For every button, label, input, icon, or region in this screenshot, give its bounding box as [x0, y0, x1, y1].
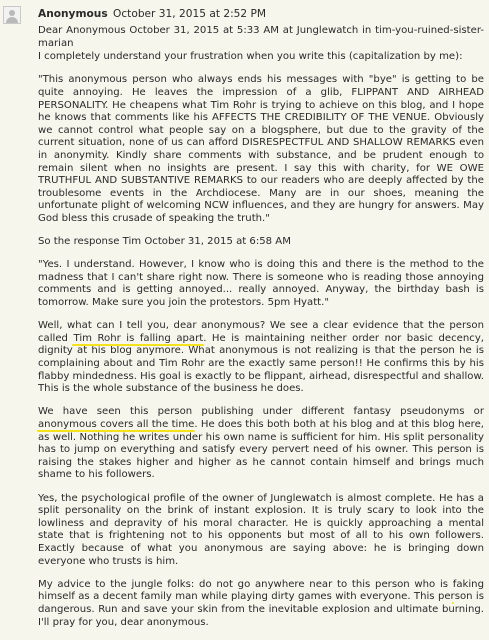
paragraph-6-lead: My advice to the jungle folks: do not go anywhere near to this person who is	[38, 578, 453, 590]
paragraph-3-rest: . He is maintaining neither order nor basic decency, dignity at his blog anymore. What anonymous is not realizing is that the person he is complaining about and Tim Rohr are the exactly same person!! He confirms this by his flabby mindedness. His goal is exactly to be flippant, airhead, disrespectful and shallow. This is the whole substance of the business he does.	[38, 332, 485, 395]
understand-line: I completely understand your frustration when you write this (capitalization by me):	[38, 51, 463, 63]
paragraph-4-rest: . He does this both both at his blog and at this blog here, as well. Nothing he writes under his own name is sufficient for him. His split personality has to jump on everything and satisfy every pervert need of his owner. This person is raising the stakes higher and higher as he cannot contain himself and brings much shame to his followers.	[38, 419, 484, 481]
paragraph-6-rest: while playing dirty games with everyone. This person is dangerous. Run and save your skin from the inevitable explosion and ultimate burning. I'll pray for you, dear anonymous.	[38, 591, 484, 628]
paragraph-3-lead: Well, what can I tell you, dear anonymous? We see a clear evidence that the person called	[38, 320, 484, 344]
response-line: So the response Tim October 31, 2015 at 6:58 AM	[38, 236, 291, 248]
quoted-paragraph-1: "This anonymous person who always ends his messages with "bye" is getting to be quite annoying. He leaves the impression of a glib, FLIPPANT AND AIRHEAD PERSONALITY. He cheapens what Tim Rohr is trying to achieve on this blog, and I hope he knows that comments like his AFFECTS THE CREDIBILITY OF THE VENUE. Obviously we cannot control what people say on a blogsphere, but due to the gravity of the current situation, none of us can afford DISRESPECTFUL AND SHALLOW REMARKS even in anonymity. Kindly share comments with substance, and be prudent enough to remain silent when no insights are present. I say this with charity, for WE OWE TRUTHFUL AND SUBSTANTIVE REMARKS to our readers who are deeply affected by the troublesome events in the Archdiocese. Many are in our shoes, meaning the unfortunate plight of welcoming NCW influences, and they are hungry for answers. May God bless this crusade of speaking the truth."	[38, 74, 484, 224]
highlighted-phrase: Tim Rohr is falling apart	[73, 332, 204, 344]
paragraph-3	[38, 320, 484, 396]
dear-line: Dear Anonymous October 31, 2015 at 5:33 AM at Junglewatch in tim-you-ruined-sister-marian	[38, 25, 484, 49]
comment-timestamp[interactable]: October 31, 2015 at 2:52 PM	[113, 8, 267, 20]
paragraph-5: Yes, the psychological profile of the owner of Junglewatch is almost complete. He has a split personality on the brink of instant explosion. It is truly scary to look into the lowliness and depravity of his moral character. He is quickly approaching a mental state that is frightening not to his opponents but most of all to his own followers. Exactly because of what you anonymous are saying above: he is bringing down everyone who trusts is him.	[38, 492, 484, 567]
highlighted-phrase: faking himself as a decent family man	[38, 578, 484, 603]
avatar-icon[interactable]	[3, 6, 21, 24]
paragraph-4	[38, 406, 484, 482]
quoted-paragraph-2: "Yes. I understand. However, I know who is doing this and there is the method to the madness that I can't share right now. There is someone who is reading those annoying comments and is getting annoyed... really annoyed. Anyway, the birthday bash is tomorrow. Make sure you join the protestors. 5pm Hyatt."	[38, 259, 484, 309]
comment-header	[38, 7, 266, 21]
comment-body	[38, 25, 484, 640]
paragraph-6	[38, 579, 484, 629]
highlighted-phrase: We have seen this person publishing under different fantasy pseudonyms or anonymous covers all the time	[38, 406, 484, 430]
comment-author[interactable]: Anonymous	[38, 8, 108, 20]
